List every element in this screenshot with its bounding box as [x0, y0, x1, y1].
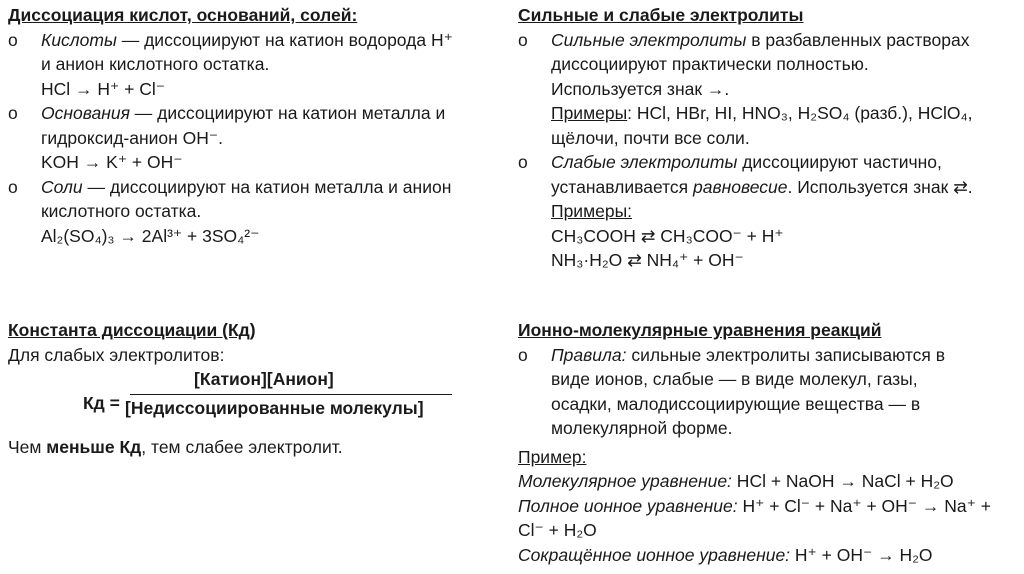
salts-item: [8, 175, 503, 249]
electrolytes-section: [518, 3, 1018, 273]
conclusion-start: Чем: [8, 437, 47, 457]
rules-text: сильные электролиты записываются в: [626, 344, 946, 365]
strong-examples-text: : HCl, HBr, HI, HNO₃, H₂SO₄ (разб.), HClO₄,: [627, 103, 973, 123]
molecular-term: Молекулярное уравнение:: [518, 471, 732, 491]
ionic-title: Ионно-молекулярные уравнения реакций: [518, 320, 882, 340]
bases-text-line2: гидроксид-анион OH⁻.: [41, 127, 224, 148]
full-eq: H⁺ + Cl⁻ + Na⁺ + OH⁻ → Na⁺ +: [737, 495, 991, 516]
molecular-equation: [518, 469, 1023, 494]
ionic-section: [518, 318, 1023, 567]
bases-term: Основания: [41, 103, 130, 123]
formula-label: Кд =: [83, 393, 120, 413]
strong-examples: [551, 101, 1018, 126]
weak-electrolytes-item: [518, 150, 1018, 273]
strong-text-line3: Используется знак →.: [551, 78, 730, 99]
constant-intro: Для слабых электролитов:: [8, 344, 225, 365]
electrolytes-title: Сильные и слабые электролиты: [518, 5, 804, 25]
short-term: Сокращённое ионное уравнение:: [518, 544, 791, 565]
conclusion-end: , тем слабее электролит.: [141, 437, 343, 457]
short-ionic-equation: [518, 543, 1023, 568]
rules-line2: виде ионов, слабые — в виде молекул, газы,: [551, 369, 918, 389]
bases-equation: KOH → K⁺ + OH⁻: [41, 152, 183, 172]
weak-equation-1: CH₃COOH ⇄ CH₃COO⁻ + H⁺: [551, 225, 784, 246]
rules-line4: молекулярной форме.: [551, 418, 733, 438]
full-term: Полное ионное уравнение:: [518, 495, 738, 516]
short-eq: H⁺ + OH⁻ → H₂O: [790, 544, 933, 565]
full-ionic-equation-line2: Cl⁻ + H₂O: [518, 520, 597, 540]
strong-electrolytes-item: [518, 28, 1018, 151]
example-label: Пример:: [518, 446, 587, 467]
weak-term: Слабые электролиты: [551, 152, 738, 172]
rules-term: Правила:: [551, 344, 627, 365]
salts-text-line2: кислотного остатка.: [41, 201, 202, 221]
weak-line2-end: . Используется знак ⇄.: [787, 176, 973, 197]
salts-text: — диссоциируют на катион металла и анион: [82, 176, 452, 197]
acids-item: [8, 28, 503, 102]
strong-term: Сильные электролиты: [551, 29, 747, 50]
constant-conclusion: [8, 435, 503, 460]
strong-text-line2: диссоциируют практически полностью.: [551, 54, 869, 74]
acids-equation: HCl → H⁺ + Cl⁻: [41, 78, 165, 99]
salts-term: Соли: [41, 176, 83, 197]
full-ionic-equation: [518, 494, 1023, 519]
equilibrium-term: равновесие: [693, 176, 788, 197]
weak-text: диссоциируют частично,: [737, 152, 942, 172]
rules-line3: осадки, малодиссоциирующие вещества — в: [551, 393, 921, 414]
weak-text-line2: [551, 175, 1018, 200]
rules-item: [518, 343, 1023, 441]
dissociation-section: [8, 3, 503, 248]
dissociation-title: Диссоциация кислот, оснований, солей:: [8, 5, 358, 25]
weak-line2-start: устанавливается: [551, 176, 694, 197]
strong-text: в разбавленных растворах: [746, 29, 970, 50]
molecular-eq: HCl + NaOH → NaCl + H₂O: [731, 471, 954, 491]
acids-text: — диссоциируют на катион водорода H⁺: [116, 29, 453, 50]
weak-examples-label: Примеры:: [551, 201, 633, 221]
acids-term: Кислоты: [41, 29, 117, 50]
formula-numerator: [Катион][Анион]: [194, 369, 334, 389]
weak-equation-2: NH₃·H₂O ⇄ NH₄⁺ + OH⁻: [551, 250, 744, 270]
fraction-bar: [130, 394, 452, 395]
strong-examples-label: Примеры: [551, 103, 628, 123]
constant-formula: [8, 367, 503, 435]
strong-examples-line2: щёлочи, почти все соли.: [551, 127, 750, 148]
bases-item: [8, 101, 503, 175]
conclusion-bold: меньше Кд: [46, 437, 142, 457]
constant-title: Константа диссоциации (Кд): [8, 320, 256, 340]
salts-equation: Al₂(SO₄)₃ → 2Al³⁺ + 3SO₄²⁻: [41, 225, 260, 246]
bases-text: — диссоциируют на катион металла и: [129, 103, 446, 123]
acids-text-line2: и анион кислотного остатка.: [41, 54, 270, 74]
formula-denominator: [Недиссоциированные молекулы]: [125, 398, 424, 418]
constant-section: [8, 318, 503, 460]
example-block: [518, 445, 1023, 568]
